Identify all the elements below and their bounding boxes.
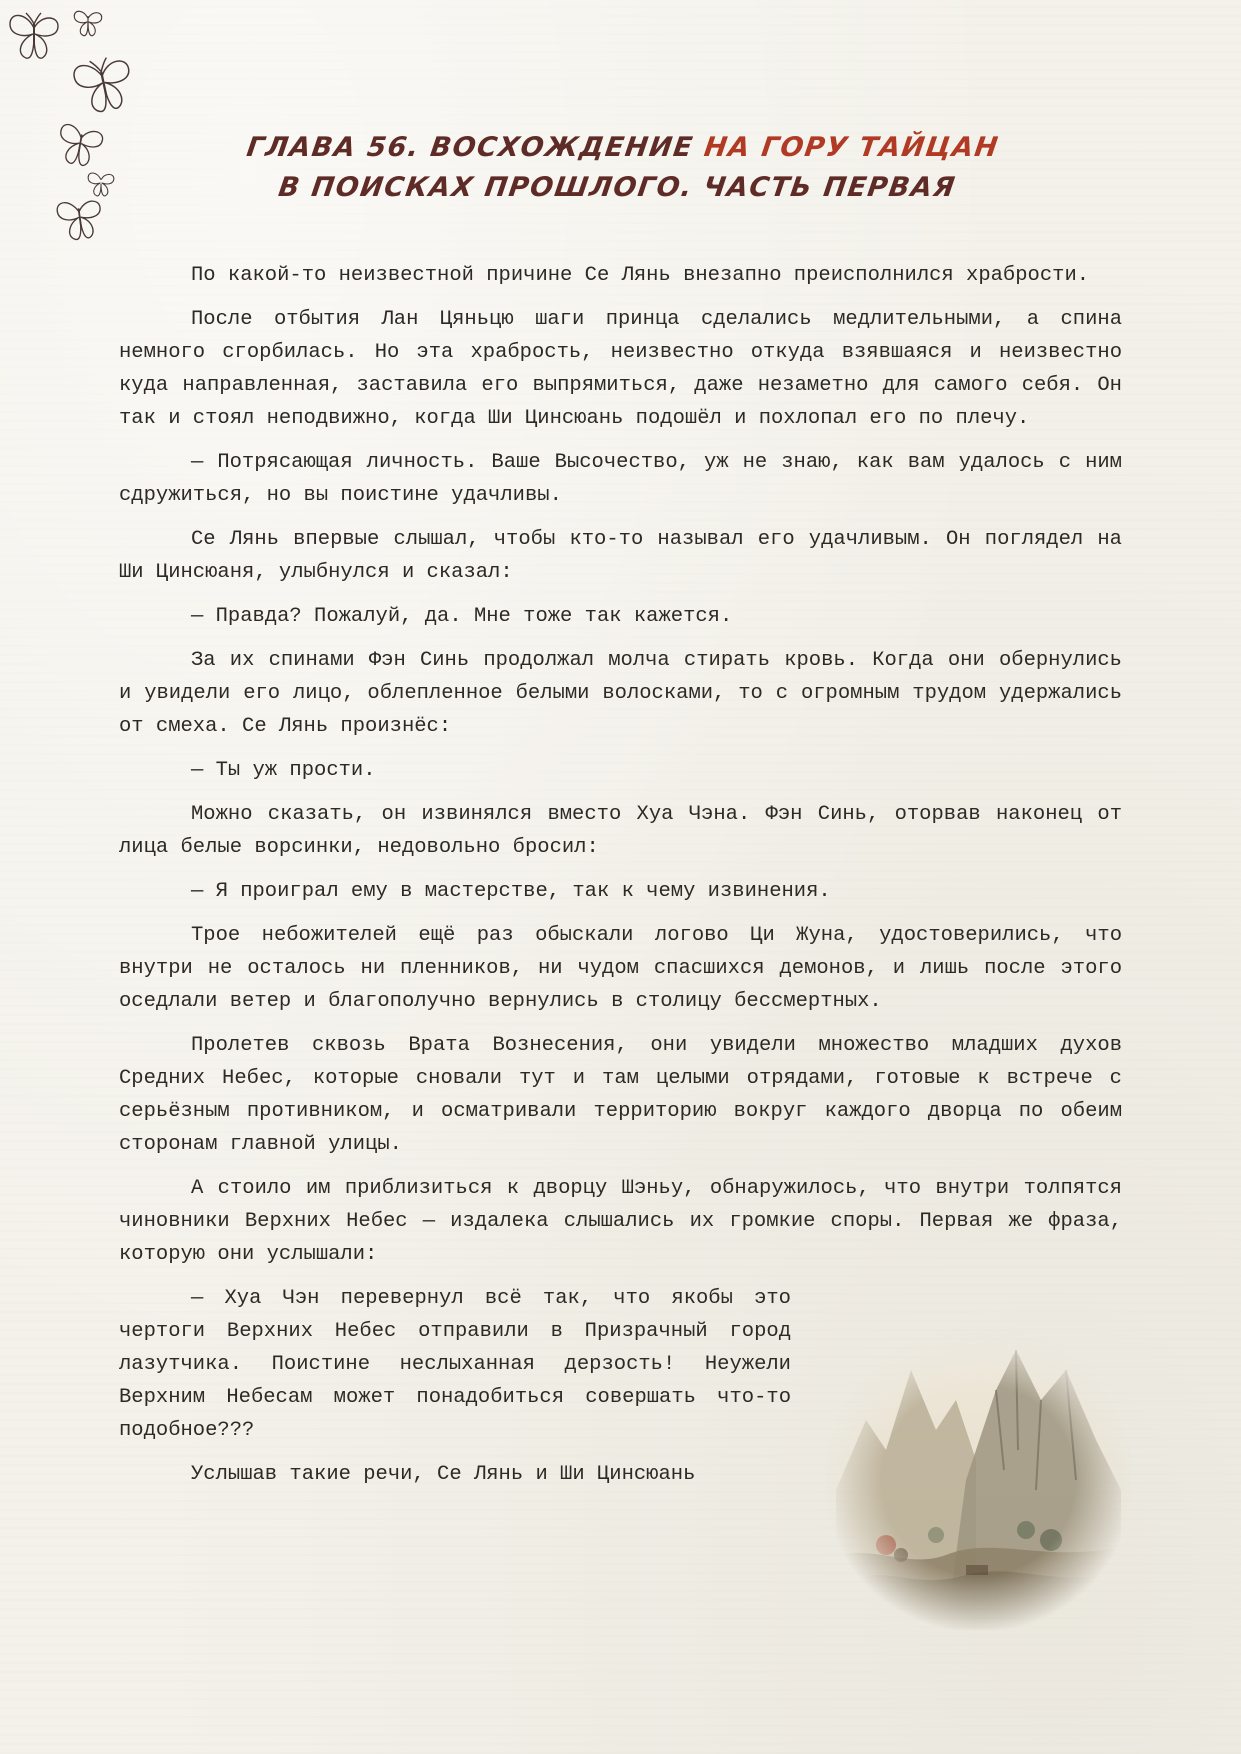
butterfly-icon: [51, 118, 108, 172]
paragraph: — Потрясающая личность. Ваше Высочество, уж не знаю, как вам удалось с ним сдружиться, но вы поистине удачливы.: [119, 451, 1122, 507]
paragraph: Трое небожителей ещё раз обыскали логово Ци Жуна, удостоверились, что внутри не осталось ни пленников, ни чудом спасшихся демонов, и лишь после этого оседлали ветер и благополучно вернулись в столицу бессмертных.: [119, 924, 1122, 1013]
butterfly-decoration: [0, 0, 160, 260]
chapter-title: [194, 128, 1045, 208]
butterfly-icon: [72, 8, 104, 38]
chapter-title-accent: НА ГОРУ ТАЙЦАН: [702, 132, 1001, 163]
butterfly-icon: [66, 49, 141, 121]
paragraph: А стоило им приблизиться к дворцу Шэньу, обнаружилось, что внутри толпятся чиновники Верхних Небес — издалека слышались их громкие споры. Первая же фраза, которую они услышали:: [119, 1177, 1122, 1266]
paragraph: После отбытия Лан Цяньцю шаги принца сделались медлительными, а спина немного сгорбилась. Но эта храбрость, неизвестно откуда взявшаяся и неизвестно куда направленная, заставила его выпрямиться, даже незаметно для самого себя. Он так и стоял неподвижно, когда Ши Цинсюань подошёл и похлопал его по плечу.: [119, 308, 1122, 430]
paragraph: — Правда? Пожалуй, да. Мне тоже так кажется.: [191, 605, 733, 628]
paragraph: За их спинами Фэн Синь продолжал молча стирать кровь. Когда они обернулись и увидели его лицо, облепленное белыми волосками, то с огромным трудом удержались от смеха. Се Лянь произнёс:: [119, 649, 1122, 738]
paragraph: Можно сказать, он извинялся вместо Хуа Чэна. Фэн Синь, оторвав наконец от лица белые ворсинки, недовольно бросил:: [119, 803, 1122, 859]
butterfly-icon: [6, 10, 62, 62]
paragraph: — Я проиграл ему в мастерстве, так к чему извинения.: [191, 880, 831, 903]
paragraph: Пролетев сквозь Врата Вознесения, они увидели множество младших духов Средних Небес, которые сновали тут и там целыми отрядами, готовые к встрече с серьёзным противником, и осматривали территорию вокруг каждого дворца по обеим сторонам главной улицы.: [119, 1034, 1122, 1156]
paragraph: По какой-то неизвестной причине Се Лянь внезапно преисполнился храбрости.: [191, 264, 1090, 287]
chapter-body: [119, 259, 1122, 1502]
paragraph: Се Лянь впервые слышал, чтобы кто-то называл его удачливым. Он поглядел на Ши Цинсюаня, улыбнулся и сказал:: [119, 528, 1122, 584]
chapter-title-part: ГЛАВА 56. ВОСХОЖДЕНИЕ: [244, 132, 707, 163]
chapter-title-line-1: [200, 128, 1046, 168]
chapter-title-line-2: В ПОИСКАХ ПРОШЛОГО. ЧАСТЬ ПЕРВАЯ: [276, 172, 958, 203]
paragraph: — Ты уж прости.: [191, 759, 376, 782]
paragraph: Услышав такие речи, Се Лянь и Ши Цинсюань: [191, 1463, 696, 1486]
butterfly-icon: [52, 192, 108, 246]
paragraph: — Хуа Чэн перевернул всё так, что якобы это чертоги Верхних Небес отправили в Призрачный город лазутчика. Поистине неслыханная дерзость! Неужели Верхним Небесам может понадобиться совершать что-то подобное???: [119, 1287, 791, 1442]
